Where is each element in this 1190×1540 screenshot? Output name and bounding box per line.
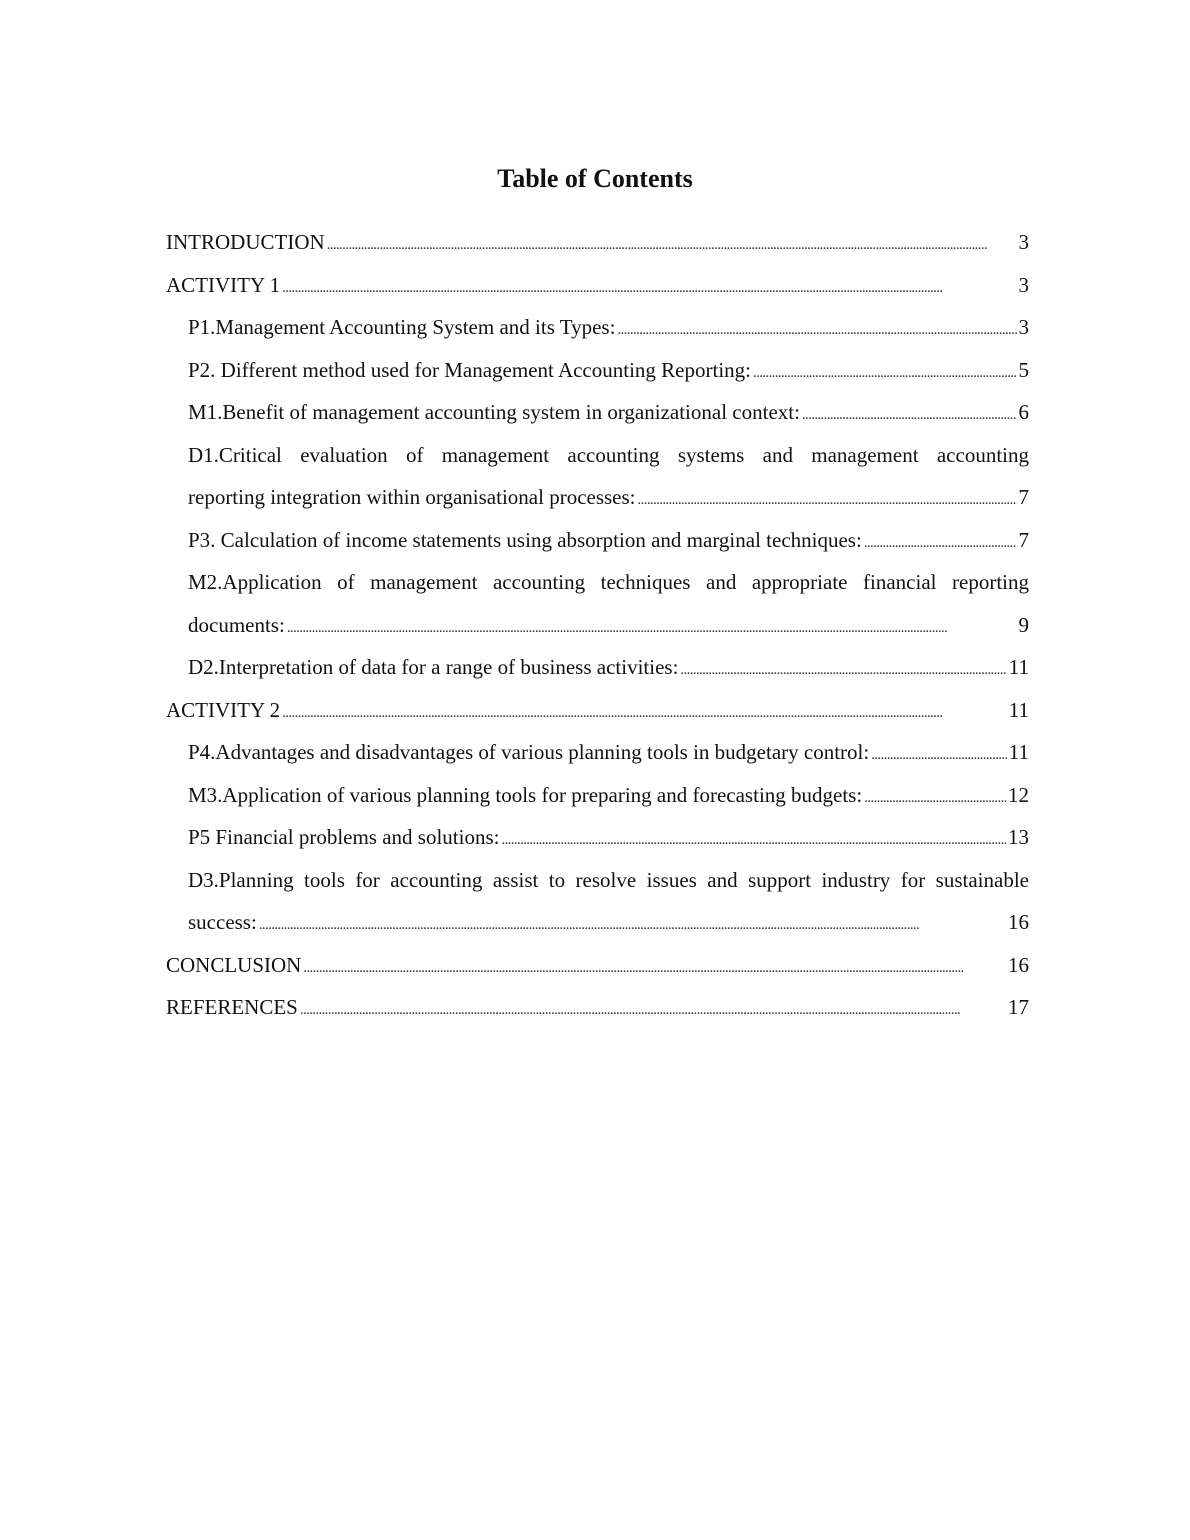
toc-entry-text: P5 Financial problems and solutions:	[188, 825, 500, 849]
toc-entry-page: 7	[1018, 527, 1029, 552]
dot-leader	[501, 816, 1006, 862]
toc-entry-text: INTRODUCTION	[166, 230, 325, 254]
toc-entry-text: M1.Benefit of management accounting system in organizational context:	[188, 400, 800, 424]
toc-entry-text: P3. Calculation of income statements using absorption and marginal techniques:	[188, 527, 862, 552]
toc-entry-text-line1: D1.Critical evaluation of management accounting systems and management accounting	[188, 442, 1029, 467]
dot-leader	[864, 519, 1017, 565]
dot-leader	[300, 986, 1006, 1032]
toc-entry-p3[interactable]	[166, 519, 1029, 562]
dot-leader	[864, 774, 1006, 820]
toc-entry-text: success:	[188, 910, 257, 934]
toc-entry-d1[interactable]	[166, 434, 1029, 519]
toc-entry-text: CONCLUSION	[166, 952, 302, 977]
toc-entry-page: 9	[1018, 612, 1029, 637]
toc-entry-activity-1[interactable]	[166, 264, 1029, 307]
toc-entry-text: M3.Application of various planning tools for preparing and forecasting budgets:	[188, 782, 863, 807]
toc-entry-page: 16	[1008, 952, 1029, 977]
dot-leader	[303, 944, 1006, 990]
toc-entry-page: 3	[1018, 230, 1029, 254]
toc-entry-page: 6	[1018, 400, 1029, 424]
toc-entry-page: 11	[1008, 740, 1029, 764]
toc-entry-d3[interactable]	[166, 859, 1029, 944]
toc-entry-page: 7	[1018, 485, 1029, 509]
toc-entry-conclusion[interactable]	[166, 944, 1029, 987]
dot-leader	[680, 646, 1006, 692]
toc-entry-text: ACTIVITY 2	[166, 697, 281, 722]
toc-entry-activity-2[interactable]	[166, 689, 1029, 732]
dot-leader	[327, 221, 1017, 267]
toc-entry-text: P1.Management Accounting System and its Types:	[188, 315, 616, 339]
dot-leader	[282, 264, 1016, 310]
toc-entry-text-line1: M2.Application of management accounting techniques and appropriate financial reporting	[188, 570, 1029, 594]
toc-entry-p4[interactable]	[166, 731, 1029, 774]
toc-entry-m2[interactable]	[166, 561, 1029, 646]
dot-leader	[871, 731, 1007, 777]
toc-entry-m3[interactable]	[166, 774, 1029, 817]
toc-entry-m1[interactable]	[166, 391, 1029, 434]
dot-leader	[282, 689, 1007, 735]
dot-leader	[287, 604, 1017, 650]
toc-entry-page: 13	[1008, 825, 1029, 849]
toc-entry-text: P4.Advantages and disadvantages of various planning tools in budgetary control:	[188, 740, 870, 764]
dot-leader	[259, 901, 1006, 947]
toc-entry-text-line1: D3.Planning tools for accounting assist to resolve issues and support industry for sustainable	[188, 867, 1029, 892]
toc-entry-page: 17	[1008, 995, 1029, 1019]
dot-leader	[802, 391, 1017, 437]
toc-entry-text: D2.Interpretation of data for a range of business activities:	[188, 655, 679, 679]
toc-entry-text: ACTIVITY 1	[166, 272, 281, 297]
toc-entry-page: 11	[1008, 697, 1029, 722]
table-of-contents	[166, 221, 1029, 1029]
toc-entry-introduction[interactable]	[166, 221, 1029, 264]
toc-entry-page: 5	[1018, 357, 1029, 382]
toc-entry-page: 16	[1008, 910, 1029, 934]
toc-entry-text: P2. Different method used for Management Accounting Reporting:	[188, 357, 751, 382]
dot-leader	[638, 476, 1017, 522]
toc-entry-text: documents:	[188, 612, 285, 637]
toc-entry-page: 11	[1008, 655, 1029, 679]
toc-entry-p5[interactable]	[166, 816, 1029, 859]
toc-entry-p1[interactable]	[166, 306, 1029, 349]
toc-entry-page: 12	[1008, 782, 1029, 807]
toc-entry-d2[interactable]	[166, 646, 1029, 689]
toc-entry-references[interactable]	[166, 986, 1029, 1029]
toc-entry-page: 3	[1018, 272, 1029, 297]
dot-leader	[617, 306, 1016, 352]
toc-entry-text: reporting integration within organisational processes:	[188, 485, 636, 509]
toc-entry-page: 3	[1018, 315, 1029, 339]
toc-title: Table of Contents	[497, 164, 693, 193]
toc-entry-text: REFERENCES	[166, 995, 298, 1019]
toc-entry-p2[interactable]	[166, 349, 1029, 392]
dot-leader	[753, 349, 1017, 395]
